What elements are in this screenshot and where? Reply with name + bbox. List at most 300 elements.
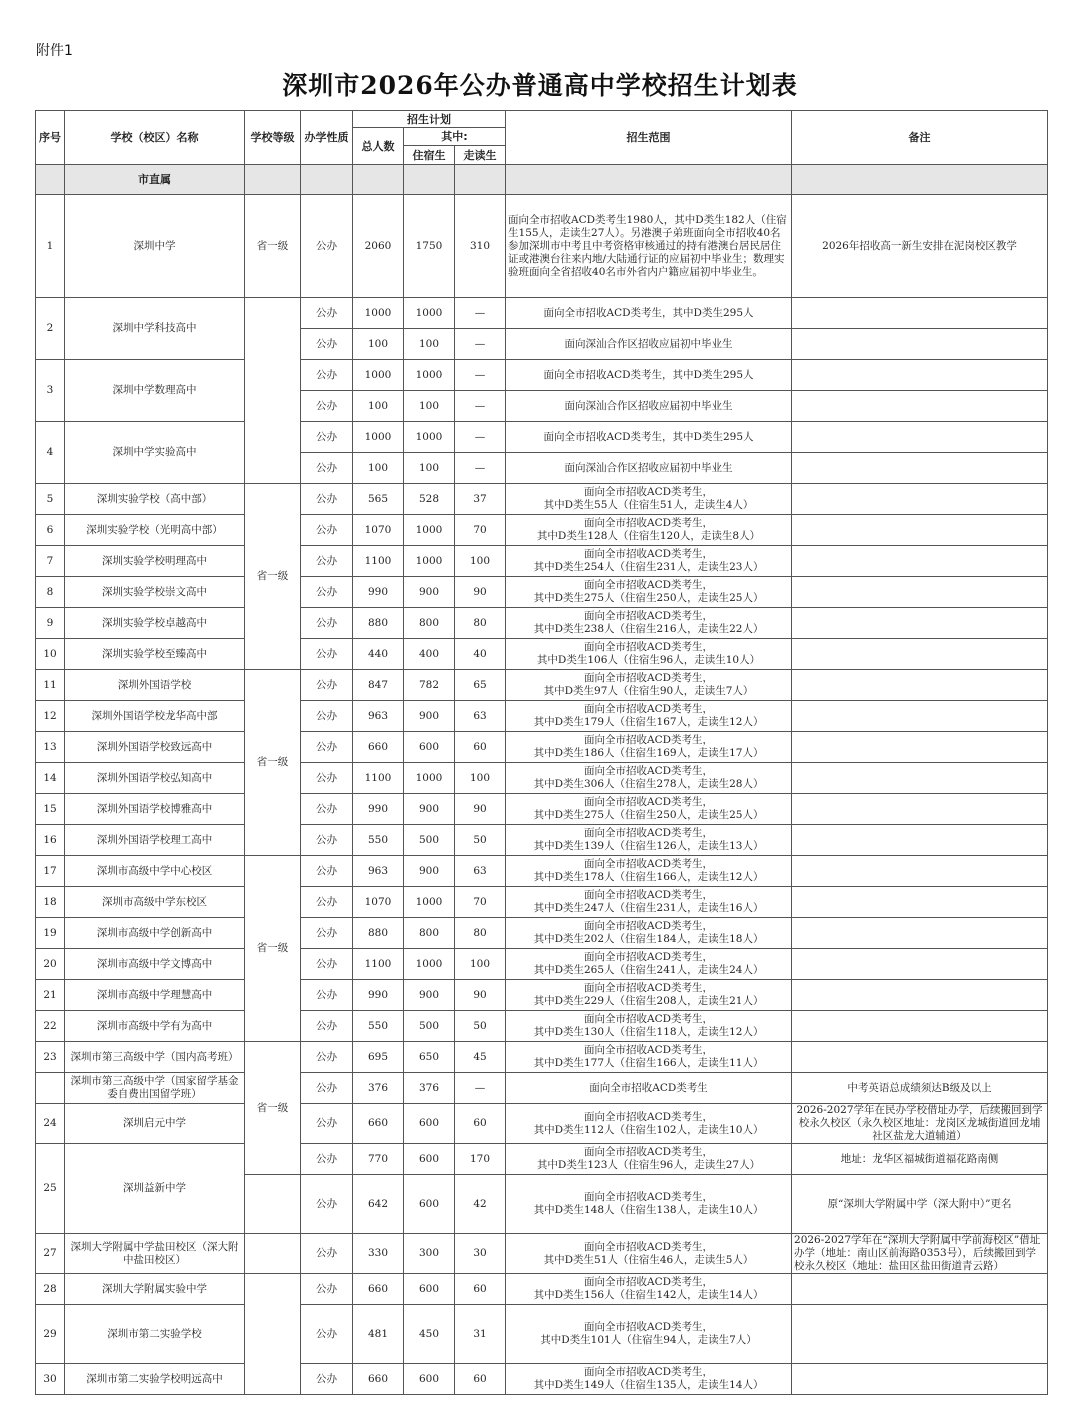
scope-cell: 面向全市招收ACD类考生， 其中D类生229人（住宿生208人，走读生21人） [506, 980, 792, 1011]
table-row [36, 794, 1048, 825]
seq-cell: 27 [36, 1234, 65, 1274]
scope-cell: 面向全市招收ACD类考生， 其中D类生112人（住宿生102人，走读生10人） [506, 1104, 792, 1144]
day-cell: 80 [455, 608, 506, 639]
scope-cell: 面向全市招收ACD类考生， 其中D类生128人（住宿生120人，走读生8人） [506, 515, 792, 546]
remark-cell [792, 794, 1048, 825]
school-level-cell [245, 1274, 301, 1395]
table-row [36, 1104, 1048, 1144]
nature-cell: 公办 [301, 1104, 353, 1144]
nature-cell: 公办 [301, 360, 353, 391]
scope-cell: 面向全市招收ACD类考生，其中D类生295人 [506, 422, 792, 453]
scope-cell: 面向深汕合作区招收应届初中毕业生 [506, 329, 792, 360]
boarding-cell: 650 [404, 1042, 455, 1073]
enrollment-plan-table [35, 110, 1048, 1395]
table-row [36, 195, 1048, 298]
remark-cell [792, 949, 1048, 980]
total-cell: 1070 [353, 887, 404, 918]
total-cell: 660 [353, 1274, 404, 1305]
total-cell: 1000 [353, 360, 404, 391]
table-row [36, 360, 1048, 391]
boarding-cell: 400 [404, 639, 455, 670]
remark-cell [792, 701, 1048, 732]
school-level-cell [245, 298, 301, 484]
table-row [36, 856, 1048, 887]
seq-cell: 24 [36, 1104, 65, 1144]
remark-cell [792, 422, 1048, 453]
table-row [36, 515, 1048, 546]
scope-cell: 面向全市招收ACD类考生1980人，其中D类生182人（住宿生155人，走读生27人）。另港澳子弟班面向全市招收40名参加深圳市中考且中考资格审核通过的持有港澳台居民居住证或港澳台往来内地/大陆通行证的应届初中毕业生；数理实验班面向全省招收40名市外省内户籍应届初中毕业生。 [506, 195, 792, 298]
boarding-cell: 600 [404, 732, 455, 763]
remark-cell: 地址：龙华区福城街道福花路南侧 [792, 1144, 1048, 1175]
school-name-cell: 深圳实验学校（高中部） [65, 484, 245, 515]
boarding-cell: 600 [404, 1144, 455, 1175]
school-level-cell: 省一级 [245, 670, 301, 856]
boarding-cell: 1000 [404, 763, 455, 794]
day-cell: 42 [455, 1175, 506, 1234]
nature-cell: 公办 [301, 1274, 353, 1305]
table-row [36, 918, 1048, 949]
seq-cell: 9 [36, 608, 65, 639]
day-cell: 90 [455, 577, 506, 608]
nature-cell: 公办 [301, 918, 353, 949]
school-name-cell: 深圳市高级中学中心校区 [65, 856, 245, 887]
total-cell: 660 [353, 1104, 404, 1144]
school-name-cell: 深圳实验学校至臻高中 [65, 639, 245, 670]
seq-cell: 18 [36, 887, 65, 918]
boarding-cell: 1000 [404, 298, 455, 329]
day-cell: 170 [455, 1144, 506, 1175]
remark-cell [792, 329, 1048, 360]
day-cell: 100 [455, 949, 506, 980]
remark-cell [792, 453, 1048, 484]
total-cell: 1100 [353, 763, 404, 794]
scope-cell: 面向全市招收ACD类考生， 其中D类生254人（住宿生231人，走读生23人） [506, 546, 792, 577]
boarding-cell: 500 [404, 1011, 455, 1042]
boarding-cell: 450 [404, 1305, 455, 1364]
boarding-cell: 1000 [404, 422, 455, 453]
seq-cell: 29 [36, 1305, 65, 1364]
scope-cell: 面向全市招收ACD类考生， 其中D类生51人（住宿生46人，走读生5人） [506, 1234, 792, 1274]
header-seq: 序号 [36, 111, 65, 165]
nature-cell: 公办 [301, 701, 353, 732]
total-cell: 440 [353, 639, 404, 670]
seq-cell: 30 [36, 1364, 65, 1395]
total-cell: 695 [353, 1042, 404, 1073]
boarding-cell: 900 [404, 980, 455, 1011]
day-cell: 45 [455, 1042, 506, 1073]
seq-cell: 14 [36, 763, 65, 794]
boarding-cell: 376 [404, 1073, 455, 1104]
scope-cell: 面向全市招收ACD类考生， 其中D类生186人（住宿生169人，走读生17人） [506, 732, 792, 763]
remark-cell [792, 639, 1048, 670]
nature-cell: 公办 [301, 1175, 353, 1234]
total-cell: 1000 [353, 298, 404, 329]
boarding-cell: 100 [404, 391, 455, 422]
scope-cell: 面向全市招收ACD类考生， 其中D类生202人（住宿生184人，走读生18人） [506, 918, 792, 949]
day-cell: 90 [455, 794, 506, 825]
day-cell: 50 [455, 1011, 506, 1042]
school-name-cell: 深圳市第二实验学校明远高中 [65, 1364, 245, 1395]
school-name-cell: 深圳外国语学校 [65, 670, 245, 701]
header-boarding: 住宿生 [404, 146, 455, 165]
nature-cell: 公办 [301, 1011, 353, 1042]
boarding-cell: 1000 [404, 949, 455, 980]
day-cell: 63 [455, 856, 506, 887]
school-level-cell: 省一级 [245, 1042, 301, 1175]
table-row [36, 825, 1048, 856]
day-cell: 60 [455, 1274, 506, 1305]
day-cell: 80 [455, 918, 506, 949]
nature-cell: 公办 [301, 1305, 353, 1364]
table-row [36, 670, 1048, 701]
remark-cell [792, 980, 1048, 1011]
nature-cell: 公办 [301, 608, 353, 639]
scope-cell: 面向全市招收ACD类考生， 其中D类生275人（住宿生250人，走读生25人） [506, 794, 792, 825]
day-cell: 70 [455, 515, 506, 546]
day-cell: 60 [455, 732, 506, 763]
school-name-cell: 深圳市高级中学东校区 [65, 887, 245, 918]
header-among: 其中: [404, 128, 506, 146]
scope-cell: 面向全市招收ACD类考生， 其中D类生148人（住宿生138人，走读生10人） [506, 1175, 792, 1234]
school-name-cell: 深圳大学附属中学盐田校区（深大附中盐田校区） [65, 1234, 245, 1274]
day-cell: 60 [455, 1364, 506, 1395]
total-cell: 847 [353, 670, 404, 701]
remark-cell [792, 825, 1048, 856]
total-cell: 1000 [353, 422, 404, 453]
school-name-cell: 深圳市第二实验学校 [65, 1305, 245, 1364]
school-name-cell: 深圳市高级中学理慧高中 [65, 980, 245, 1011]
day-cell: — [455, 453, 506, 484]
school-name-cell: 深圳外国语学校龙华高中部 [65, 701, 245, 732]
school-name-cell: 深圳实验学校明理高中 [65, 546, 245, 577]
day-cell: — [455, 298, 506, 329]
remark-cell: 2026-2027学年在民办学校借址办学，后续搬回到学校永久校区（永久校区地址：龙岗区龙城街道回龙埔社区盐龙大道辅道） [792, 1104, 1048, 1144]
boarding-cell: 782 [404, 670, 455, 701]
table-row [36, 298, 1048, 329]
header-level: 学校等级 [245, 111, 301, 165]
school-name-cell: 深圳市高级中学有为高中 [65, 1011, 245, 1042]
nature-cell: 公办 [301, 422, 353, 453]
table-row [36, 1364, 1048, 1395]
total-cell: 660 [353, 732, 404, 763]
seq-cell: 5 [36, 484, 65, 515]
table-row [36, 701, 1048, 732]
scope-cell: 面向全市招收ACD类考生， 其中D类生97人（住宿生90人，走读生7人） [506, 670, 792, 701]
total-cell: 660 [353, 1364, 404, 1395]
school-level-cell: 省一级 [245, 484, 301, 670]
seq-cell: 19 [36, 918, 65, 949]
scope-cell: 面向全市招收ACD类考生， 其中D类生177人（住宿生166人，走读生11人） [506, 1042, 792, 1073]
header-total: 总人数 [353, 128, 404, 165]
remark-cell [792, 856, 1048, 887]
nature-cell: 公办 [301, 980, 353, 1011]
remark-cell [792, 484, 1048, 515]
boarding-cell: 600 [404, 1364, 455, 1395]
nature-cell: 公办 [301, 1073, 353, 1104]
header-school: 学校（校区）名称 [65, 111, 245, 165]
nature-cell: 公办 [301, 639, 353, 670]
scope-cell: 面向全市招收ACD类考生， 其中D类生265人（住宿生241人，走读生24人） [506, 949, 792, 980]
table-row [36, 1042, 1048, 1073]
nature-cell: 公办 [301, 484, 353, 515]
day-cell: — [455, 391, 506, 422]
day-cell: — [455, 422, 506, 453]
seq-cell: 15 [36, 794, 65, 825]
total-cell: 100 [353, 453, 404, 484]
nature-cell: 公办 [301, 577, 353, 608]
school-name-cell: 深圳益新中学 [65, 1144, 245, 1234]
seq-cell: 11 [36, 670, 65, 701]
header-day: 走读生 [455, 146, 506, 165]
seq-cell [36, 1073, 65, 1104]
nature-cell: 公办 [301, 298, 353, 329]
school-name-cell: 深圳中学数理高中 [65, 360, 245, 422]
school-name-cell: 深圳实验学校卓越高中 [65, 608, 245, 639]
total-cell: 642 [353, 1175, 404, 1234]
school-level-cell [245, 1234, 301, 1274]
seq-cell: 20 [36, 949, 65, 980]
table-row [36, 546, 1048, 577]
section-row [36, 165, 1048, 195]
total-cell: 990 [353, 980, 404, 1011]
seq-cell: 6 [36, 515, 65, 546]
school-name-cell: 深圳中学实验高中 [65, 422, 245, 484]
scope-cell: 面向全市招收ACD类考生， 其中D类生149人（住宿生135人，走读生14人） [506, 1364, 792, 1395]
school-level-cell [245, 1175, 301, 1234]
remark-cell: 2026年招收高一新生安排在泥岗校区教学 [792, 195, 1048, 298]
scope-cell: 面向全市招收ACD类考生， 其中D类生179人（住宿生167人，走读生12人） [506, 701, 792, 732]
scope-cell: 面向全市招收ACD类考生， 其中D类生275人（住宿生250人，走读生25人） [506, 577, 792, 608]
total-cell: 330 [353, 1234, 404, 1274]
day-cell: 310 [455, 195, 506, 298]
table-row [36, 639, 1048, 670]
total-cell: 963 [353, 856, 404, 887]
total-cell: 565 [353, 484, 404, 515]
header-plan: 招生计划 [353, 111, 506, 128]
school-name-cell: 深圳外国语学校理工高中 [65, 825, 245, 856]
scope-cell: 面向全市招收ACD类考生，其中D类生295人 [506, 360, 792, 391]
total-cell: 100 [353, 329, 404, 360]
seq-cell: 3 [36, 360, 65, 422]
boarding-cell: 500 [404, 825, 455, 856]
seq-cell: 13 [36, 732, 65, 763]
day-cell: 63 [455, 701, 506, 732]
school-name-cell: 深圳外国语学校弘知高中 [65, 763, 245, 794]
remark-cell [792, 1042, 1048, 1073]
total-cell: 770 [353, 1144, 404, 1175]
seq-cell: 4 [36, 422, 65, 484]
section-label: 市直属 [65, 165, 245, 195]
remark-cell [792, 360, 1048, 391]
table-row [36, 1011, 1048, 1042]
table-row [36, 577, 1048, 608]
remark-cell [792, 1011, 1048, 1042]
table-row [36, 980, 1048, 1011]
table-row [36, 1274, 1048, 1305]
day-cell: 65 [455, 670, 506, 701]
nature-cell: 公办 [301, 1364, 353, 1395]
school-name-cell: 深圳大学附属实验中学 [65, 1274, 245, 1305]
remark-cell [792, 298, 1048, 329]
remark-cell [792, 732, 1048, 763]
boarding-cell: 1000 [404, 887, 455, 918]
day-cell: — [455, 360, 506, 391]
day-cell: 90 [455, 980, 506, 1011]
boarding-cell: 528 [404, 484, 455, 515]
total-cell: 1070 [353, 515, 404, 546]
boarding-cell: 100 [404, 453, 455, 484]
seq-cell: 22 [36, 1011, 65, 1042]
total-cell: 963 [353, 701, 404, 732]
nature-cell: 公办 [301, 515, 353, 546]
nature-cell: 公办 [301, 1234, 353, 1274]
table-row [36, 949, 1048, 980]
day-cell: 60 [455, 1104, 506, 1144]
seq-cell: 28 [36, 1274, 65, 1305]
nature-cell: 公办 [301, 1144, 353, 1175]
school-name-cell: 深圳实验学校崇文高中 [65, 577, 245, 608]
seq-cell: 7 [36, 546, 65, 577]
document-title: 深圳市2026年公办普通高中学校招生计划表 [282, 71, 798, 100]
scope-cell: 面向全市招收ACD类考生， 其中D类生247人（住宿生231人，走读生16人） [506, 887, 792, 918]
day-cell: 100 [455, 546, 506, 577]
boarding-cell: 1000 [404, 360, 455, 391]
table-row [36, 732, 1048, 763]
scope-cell: 面向全市招收ACD类考生， 其中D类生106人（住宿生96人，走读生10人） [506, 639, 792, 670]
school-name-cell: 深圳市高级中学创新高中 [65, 918, 245, 949]
header-scope: 招生范围 [506, 111, 792, 165]
remark-cell [792, 608, 1048, 639]
boarding-cell: 800 [404, 608, 455, 639]
remark-cell [792, 887, 1048, 918]
seq-cell: 2 [36, 298, 65, 360]
boarding-cell: 1000 [404, 515, 455, 546]
day-cell: — [455, 329, 506, 360]
day-cell: 30 [455, 1234, 506, 1274]
seq-cell: 25 [36, 1144, 65, 1234]
scope-cell: 面向全市招收ACD类考生，其中D类生295人 [506, 298, 792, 329]
boarding-cell: 300 [404, 1234, 455, 1274]
nature-cell: 公办 [301, 546, 353, 577]
remark-cell [792, 577, 1048, 608]
nature-cell: 公办 [301, 391, 353, 422]
nature-cell: 公办 [301, 825, 353, 856]
remark-cell [792, 918, 1048, 949]
table-row [36, 484, 1048, 515]
table-row [36, 887, 1048, 918]
total-cell: 880 [353, 918, 404, 949]
day-cell: 31 [455, 1305, 506, 1364]
school-level-cell: 省一级 [245, 856, 301, 1042]
boarding-cell: 600 [404, 1175, 455, 1234]
scope-cell: 面向全市招收ACD类考生， 其中D类生156人（住宿生142人，走读生14人） [506, 1274, 792, 1305]
table-row [36, 1144, 1048, 1175]
remark-cell [792, 763, 1048, 794]
scope-cell: 面向全市招收ACD类考生， 其中D类生130人（住宿生118人，走读生12人） [506, 1011, 792, 1042]
day-cell: 100 [455, 763, 506, 794]
nature-cell: 公办 [301, 763, 353, 794]
total-cell: 880 [353, 608, 404, 639]
seq-cell: 1 [36, 195, 65, 298]
scope-cell: 面向全市招收ACD类考生 [506, 1073, 792, 1104]
day-cell: 70 [455, 887, 506, 918]
school-name-cell: 深圳外国语学校博雅高中 [65, 794, 245, 825]
seq-cell: 8 [36, 577, 65, 608]
nature-cell: 公办 [301, 1042, 353, 1073]
header-nature: 办学性质 [301, 111, 353, 165]
table-row [36, 763, 1048, 794]
scope-cell: 面向深汕合作区招收应届初中毕业生 [506, 391, 792, 422]
nature-cell: 公办 [301, 195, 353, 298]
boarding-cell: 600 [404, 1274, 455, 1305]
school-name-cell: 深圳中学科技高中 [65, 298, 245, 360]
seq-cell: 17 [36, 856, 65, 887]
nature-cell: 公办 [301, 453, 353, 484]
total-cell: 100 [353, 391, 404, 422]
scope-cell: 面向全市招收ACD类考生， 其中D类生238人（住宿生216人，走读生22人） [506, 608, 792, 639]
scope-cell: 面向全市招收ACD类考生， 其中D类生55人（住宿生51人，走读生4人） [506, 484, 792, 515]
total-cell: 2060 [353, 195, 404, 298]
school-name-cell: 深圳中学 [65, 195, 245, 298]
scope-cell: 面向深汕合作区招收应届初中毕业生 [506, 453, 792, 484]
scope-cell: 面向全市招收ACD类考生， 其中D类生139人（住宿生126人，走读生13人） [506, 825, 792, 856]
remark-cell [792, 391, 1048, 422]
total-cell: 550 [353, 1011, 404, 1042]
remark-cell [792, 1364, 1048, 1395]
nature-cell: 公办 [301, 329, 353, 360]
day-cell: — [455, 1073, 506, 1104]
scope-cell: 面向全市招收ACD类考生， 其中D类生123人（住宿生96人，走读生27人） [506, 1144, 792, 1175]
school-name-cell: 深圳外国语学校致远高中 [65, 732, 245, 763]
boarding-cell: 900 [404, 794, 455, 825]
school-name-cell: 深圳实验学校（光明高中部） [65, 515, 245, 546]
remark-cell: 中考英语总成绩须达B级及以上 [792, 1073, 1048, 1104]
school-name-cell: 深圳市第三高级中学（国家留学基金委自费出国留学班） [65, 1073, 245, 1104]
day-cell: 40 [455, 639, 506, 670]
header-remark: 备注 [792, 111, 1048, 165]
boarding-cell: 900 [404, 577, 455, 608]
scope-cell: 面向全市招收ACD类考生， 其中D类生178人（住宿生166人，走读生12人） [506, 856, 792, 887]
table-row [36, 1305, 1048, 1364]
school-level-cell: 省一级 [245, 195, 301, 298]
nature-cell: 公办 [301, 949, 353, 980]
total-cell: 990 [353, 794, 404, 825]
nature-cell: 公办 [301, 794, 353, 825]
school-name-cell: 深圳启元中学 [65, 1104, 245, 1144]
total-cell: 990 [353, 577, 404, 608]
boarding-cell: 1000 [404, 546, 455, 577]
table-row [36, 422, 1048, 453]
table-row [36, 1073, 1048, 1104]
scope-cell: 面向全市招收ACD类考生， 其中D类生306人（住宿生278人，走读生28人） [506, 763, 792, 794]
total-cell: 376 [353, 1073, 404, 1104]
nature-cell: 公办 [301, 856, 353, 887]
seq-cell: 12 [36, 701, 65, 732]
boarding-cell: 900 [404, 856, 455, 887]
total-cell: 1100 [353, 546, 404, 577]
total-cell: 1100 [353, 949, 404, 980]
remark-cell [792, 1274, 1048, 1305]
nature-cell: 公办 [301, 732, 353, 763]
boarding-cell: 600 [404, 1104, 455, 1144]
day-cell: 37 [455, 484, 506, 515]
total-cell: 481 [353, 1305, 404, 1364]
remark-cell: 原“深圳大学附属中学（深大附中）”更名 [792, 1175, 1048, 1234]
seq-cell: 21 [36, 980, 65, 1011]
remark-cell [792, 1305, 1048, 1364]
boarding-cell: 100 [404, 329, 455, 360]
nature-cell: 公办 [301, 670, 353, 701]
